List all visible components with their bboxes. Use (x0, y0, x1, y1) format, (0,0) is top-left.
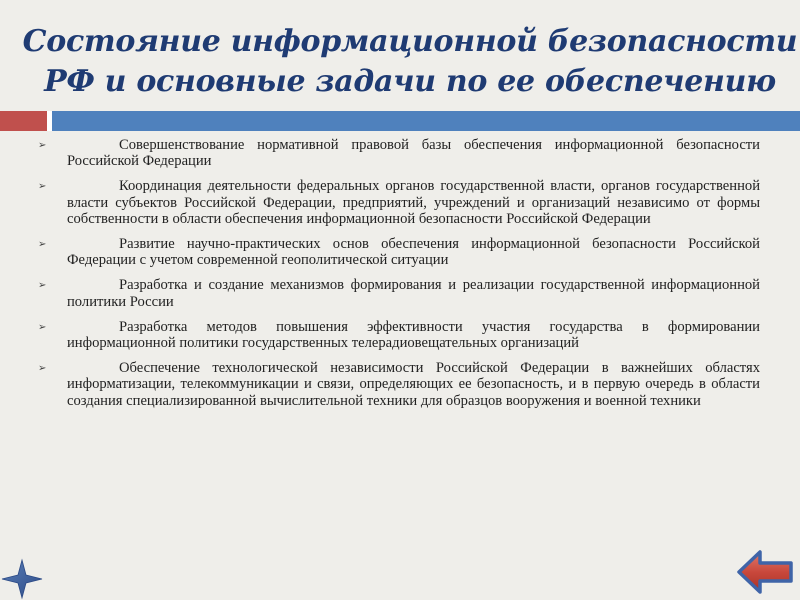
bullet-text: Координация деятельности федеральных органов государственной власти, органов государственной власти субъектов Российской Федерации, предприятий, учреждений и организаций независимо от формы собственности в области обеспечения информационной безопасности Российской Федерации (67, 178, 760, 227)
bullet-arrow-icon: ➢ (38, 280, 47, 292)
bullet-item (38, 236, 760, 268)
bullet-item (38, 178, 760, 227)
bullet-arrow-icon: ➢ (38, 239, 47, 251)
bullet-list (38, 137, 760, 418)
bullet-item (38, 319, 760, 351)
bullet-item (38, 137, 760, 169)
accent-bar-blue (52, 111, 800, 131)
title-line-2: РФ и основные задачи по ее обеспечению (44, 64, 776, 99)
bullet-arrow-icon: ➢ (38, 321, 47, 333)
bullet-arrow-icon: ➢ (38, 140, 47, 151)
bullet-arrow-icon: ➢ (38, 363, 47, 375)
back-arrow-icon[interactable] (736, 548, 794, 596)
bullet-text: Разработка методов повышения эффективности участия государства в формировании информационной политики государственных телерадиовещательных организаций (67, 318, 760, 352)
slide-title (20, 22, 800, 102)
bullet-arrow-icon: ➢ (38, 181, 47, 193)
bullet-text: Совершенствование нормативной правовой базы обеспечения информационной безопасности Российской Федерации (67, 137, 760, 170)
bullet-text: Развитие научно-практических основ обеспечения информационной безопасности Российской Федерации с учетом современной геополитической ситуации (67, 236, 760, 269)
accent-bar-red (0, 111, 47, 131)
bullet-item (38, 277, 760, 309)
title-line-1: Состояние информационной безопасности (22, 24, 798, 59)
bullet-text: Обеспечение технологической независимости Российской Федерации в важнейших областях информатизации, телекоммуникации и связи, определяющих ее безопасность, и в первую очередь в области создания специализированной вычислительной техники для образцов вооружения и военной техники (67, 360, 760, 409)
bullet-text: Разработка и создание механизмов формирования и реализации государственной информационной политики России (67, 277, 760, 310)
bullet-item (38, 360, 760, 409)
star-icon (0, 558, 44, 600)
